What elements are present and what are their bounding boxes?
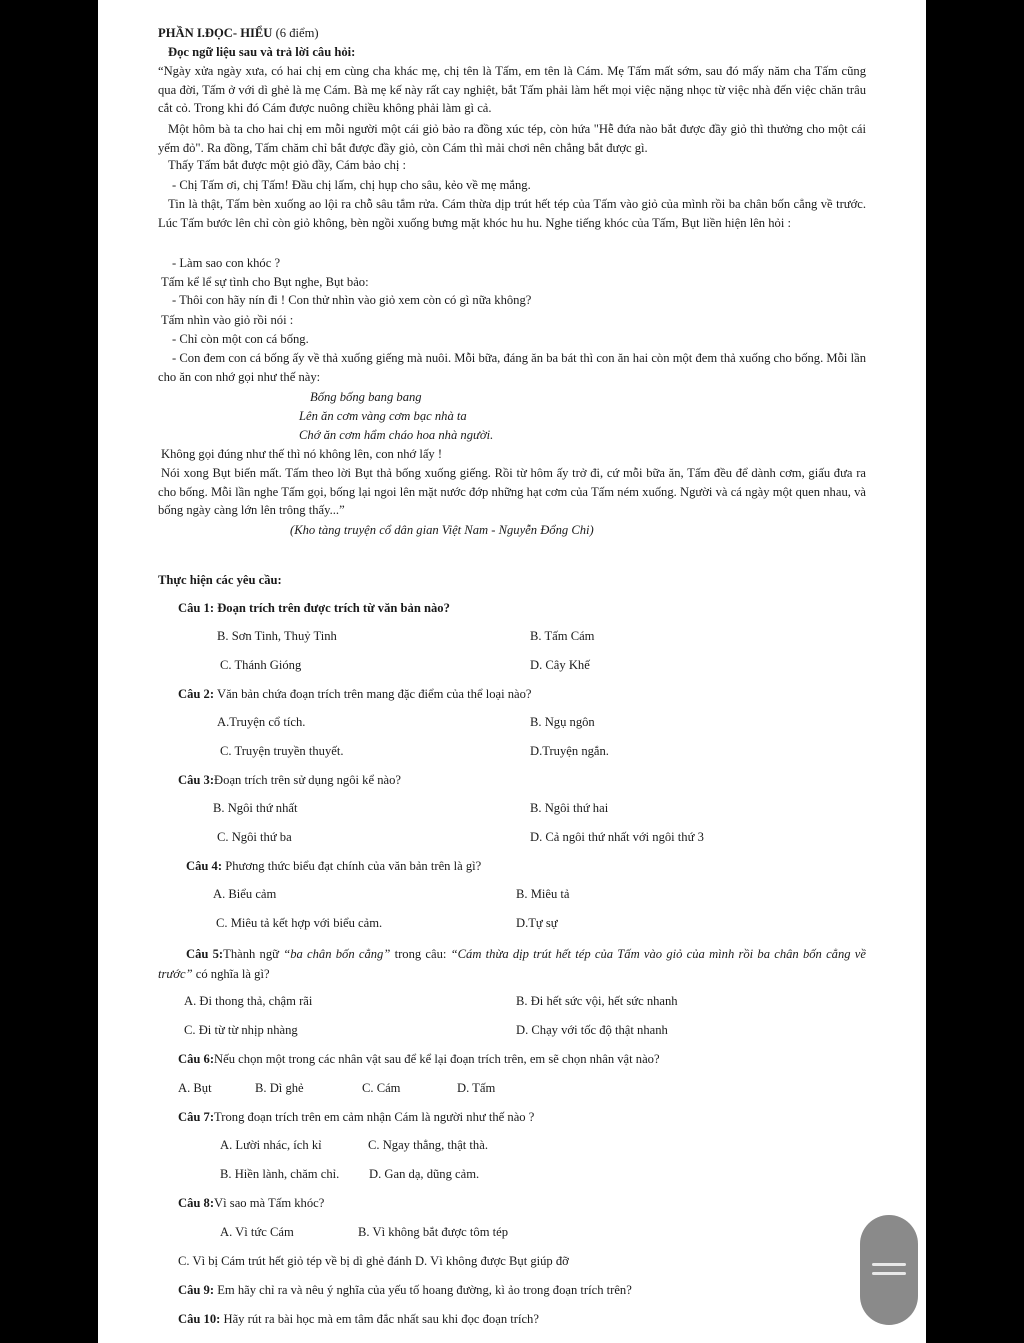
passage-line: Tấm nhìn vào giỏ rồi nói : xyxy=(161,313,294,327)
q4-option-c: C. Miêu tả kết hợp với biểu cảm. xyxy=(216,916,383,930)
q6-option-b: B. Dì ghẻ xyxy=(255,1081,304,1095)
passage-dialogue: - Làm sao con khóc ? xyxy=(172,256,281,270)
section-title: PHẦN I.ĐỌC- HIỂU xyxy=(158,26,273,40)
q5-option-c: C. Đi từ từ nhịp nhàng xyxy=(184,1023,298,1037)
question-2: Câu 2: Văn bản chứa đoạn trích trên mang đặc điểm của thể loại nào? xyxy=(178,687,532,701)
q8-option-c: C. Vì bị Cám trút hết giỏ tép về bị dì ghẻ đánh D. Vì không được Bụt giúp đỡ xyxy=(178,1254,569,1268)
q7-option-b: B. Hiền lành, chăm chỉ. xyxy=(220,1167,340,1181)
q3-option-d: D. Cả ngôi thứ nhất với ngôi thứ 3 xyxy=(530,830,704,844)
q4-option-d: D.Tự sự xyxy=(516,916,558,930)
q7-option-a: A. Lười nhác, ích kỉ xyxy=(220,1138,322,1152)
q1-option-b: B. Tấm Cám xyxy=(530,629,595,643)
passage-paragraph: Một hôm bà ta cho hai chị em mỗi người một cái giỏ bảo ra đồng xúc tép, còn hứa "Hễ đứa nào bắt được đầy giỏ thì thưởng cho một cái yếm đỏ". Ra đồng, Tấm chăm chỉ bắt được đầy giỏ, còn Cám thì mải chơi nên chẳng bắt được gì. xyxy=(158,122,866,155)
passage-line: Thấy Tấm bắt được một giỏ đầy, Cám bảo chị : xyxy=(168,158,407,172)
q6-option-a: A. Bụt xyxy=(178,1081,212,1095)
passage-paragraph: “Ngày xửa ngày xưa, có hai chị em cùng cha khác mẹ, chị tên là Tấm, em tên là Cám. Mẹ Tấm mất sớm, sau đó mấy năm cha Tấm cũng qua đời, Tấm ở với dì ghẻ là mẹ Cám. Bà mẹ kế này rất cay nghiệt, bắt Tấm phải làm hết mọi việc nặng nhọc từ việc nhà đến việc chăn trâu cắt cỏ. Trong khi đó Cám được nuông chiều không phải làm gì cả. xyxy=(158,64,866,116)
q1-option-d: D. Cây Khế xyxy=(530,658,590,672)
q5-option-b: B. Đi hết sức vội, hết sức nhanh xyxy=(516,994,678,1008)
question-1: Câu 1: Đoạn trích trên được trích từ văn bản nào? xyxy=(178,601,450,615)
passage-dialogue: - Thôi con hãy nín đi ! Con thử nhìn vào giỏ xem còn có gì nữa không? xyxy=(172,293,532,307)
q8-option-a: A. Vì tức Cám xyxy=(220,1225,294,1239)
q7-option-c: C. Ngay thẳng, thật thà. xyxy=(368,1138,488,1152)
instruction: Đọc ngữ liệu sau và trả lời câu hỏi: xyxy=(168,45,356,59)
question-9: Câu 9: Em hãy chỉ ra và nêu ý nghĩa của yếu tố hoang đường, kì ảo trong đoạn trích trên? xyxy=(178,1283,632,1297)
q2-option-a: A.Truyện cổ tích. xyxy=(217,715,306,729)
q6-option-d: D. Tấm xyxy=(457,1081,496,1095)
q3-option-b: B. Ngôi thứ hai xyxy=(530,801,609,815)
q1-option-a: B. Sơn Tinh, Thuỷ Tinh xyxy=(217,629,337,643)
question-8: Câu 8:Vì sao mà Tấm khóc? xyxy=(178,1196,325,1210)
section-points: (6 điểm) xyxy=(275,26,319,40)
passage-paragraph: - Con đem con cá bống ấy về thả xuống giếng mà nuôi. Mỗi bữa, đáng ăn ba bát thì con ăn hai còn một đem thả xuống cho bống. Mỗi lần cho ăn con nhớ gọi như thế này: xyxy=(158,351,866,384)
q4-option-a: A. Biểu cảm xyxy=(213,887,277,901)
section-heading xyxy=(158,25,319,41)
verse-line: Chớ ăn cơm hẩm cháo hoa nhà người. xyxy=(299,428,494,442)
passage-dialogue: - Chị Tấm ơi, chị Tấm! Đầu chị lấm, chị hụp cho sâu, kẻo về mẹ mắng. xyxy=(172,178,531,192)
verse-line: Lên ăn cơm vàng cơm bạc nhà ta xyxy=(299,409,467,423)
passage-source: (Kho tàng truyện cổ dân gian Việt Nam - Nguyễn Đổng Chi) xyxy=(290,523,594,537)
passage-line: Không gọi đúng như thế thì nó không lên, con nhớ lấy ! xyxy=(161,447,443,461)
passage-dialogue: - Chỉ còn một con cá bống. xyxy=(172,332,309,346)
tasks-heading: Thực hiện các yêu cầu: xyxy=(158,573,282,587)
document-page xyxy=(98,0,926,1343)
q5-option-d: D. Chạy với tốc độ thật nhanh xyxy=(516,1023,668,1037)
q4-option-b: B. Miêu tả xyxy=(516,887,570,901)
question-7: Câu 7:Trong đoạn trích trên em cảm nhận Cám là người như thế nào ? xyxy=(178,1110,535,1124)
q3-option-a: B. Ngôi thứ nhất xyxy=(213,801,298,815)
passage-paragraph: Tin là thật, Tấm bèn xuống ao lội ra chỗ sâu tắm rửa. Cám thừa dịp trút hết tép của Tấm vào giỏ của mình rồi ba chân bốn cẳng về trước. Lúc Tấm bước lên chỉ còn giỏ không, bèn ngồi xuống bưng mặt khóc hu hu. Nghe tiếng khóc của Tấm, Bụt liền hiện lên hỏi : xyxy=(158,197,866,230)
question-4: Câu 4: Phương thức biểu đạt chính của văn bản trên là gì? xyxy=(186,859,482,873)
verse-line: Bống bống bang bang xyxy=(310,390,422,404)
q7-option-d: D. Gan dạ, dũng cảm. xyxy=(369,1167,480,1181)
question-5: Câu 5:Thành ngữ “ba chân bốn cẳng” trong câu: “Cám thừa dịp trút hết tép của Tấm vào giỏ của mình rồi ba chân bốn cẳng về trước” có nghĩa là gì? xyxy=(158,947,866,981)
question-6: Câu 6:Nếu chọn một trong các nhân vật sau để kể lại đoạn trích trên, em sẽ chọn nhân vật nào? xyxy=(178,1052,660,1066)
q1-option-c: C. Thánh Gióng xyxy=(220,658,302,672)
q2-option-b: B. Ngụ ngôn xyxy=(530,715,595,729)
passage-paragraph: Nói xong Bụt biến mất. Tấm theo lời Bụt thả bống xuống giếng. Rồi từ hôm ấy trở đi, cứ mỗi bữa ăn, Tấm đều để dành cơm, giấu đưa ra cho bống. Mỗi lần nghe Tấm gọi, bống lại ngoi lên mặt nước đớp những hạt cơm của Tấm ném xuống. Người và cá ngày một quen nhau, và bống ngày càng lớn lên trông thấy...” xyxy=(158,466,866,518)
question-10: Câu 10: Hãy rút ra bài học mà em tâm đắc nhất sau khi đọc đoạn trích? xyxy=(178,1312,539,1326)
q2-option-c: C. Truyện truyền thuyết. xyxy=(220,744,344,758)
q5-option-a: A. Đi thong thả, chậm rãi xyxy=(184,994,313,1008)
q2-option-d: D.Truyện ngắn. xyxy=(530,744,609,758)
passage-line: Tấm kể lể sự tình cho Bụt nghe, Bụt bảo: xyxy=(161,275,369,289)
q6-option-c: C. Cám xyxy=(362,1081,401,1095)
scroll-handle[interactable] xyxy=(860,1215,918,1325)
question-3: Câu 3:Đoạn trích trên sử dụng ngôi kể nào? xyxy=(178,773,401,787)
q8-option-b: B. Vì không bắt được tôm tép xyxy=(358,1225,509,1239)
q3-option-c: C. Ngôi thứ ba xyxy=(217,830,292,844)
